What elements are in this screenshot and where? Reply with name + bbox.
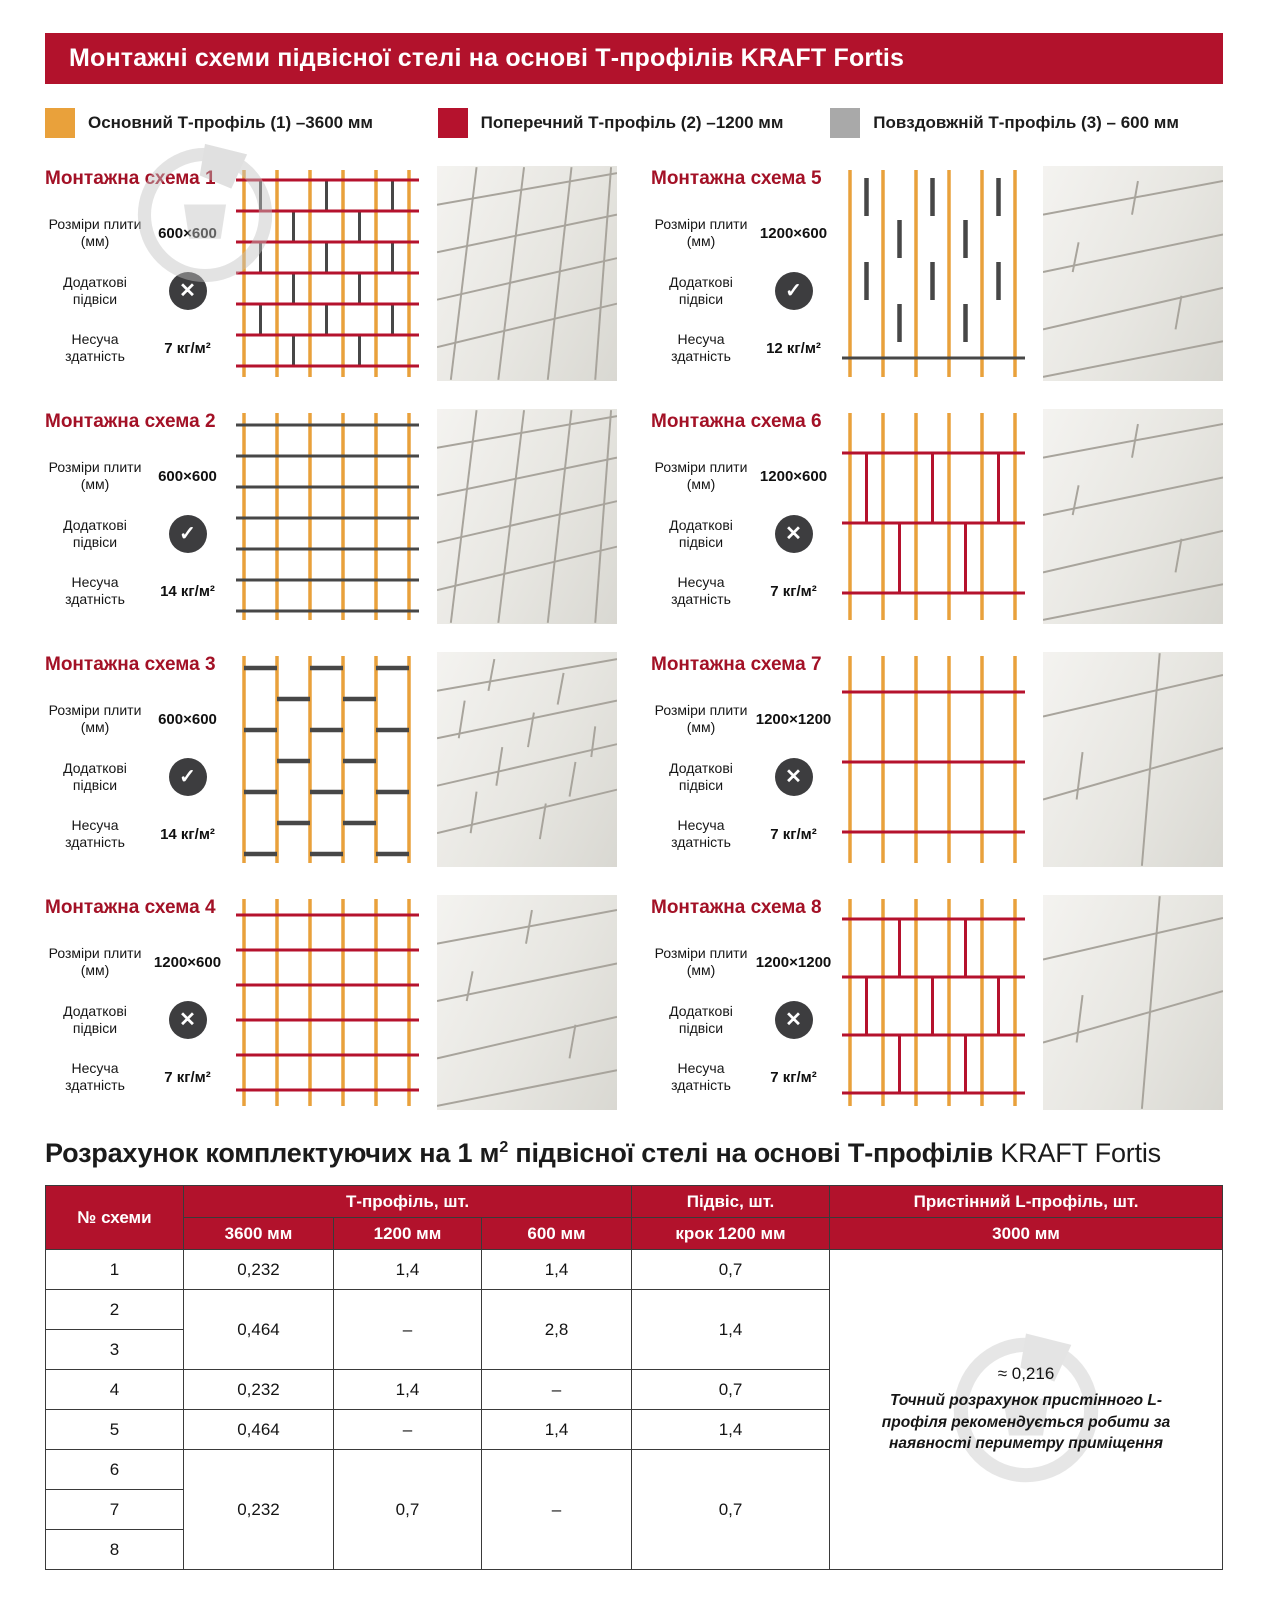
col-group-lprofile: Пристінний L-профіль, шт. xyxy=(830,1186,1223,1218)
load-value: 7 кг/м² xyxy=(770,582,817,600)
scheme-block xyxy=(651,409,1223,624)
hangers-label: Додаткові підвіси xyxy=(669,516,733,550)
hangers-row xyxy=(651,509,836,559)
value-cell: 0,232 xyxy=(184,1250,334,1290)
ceiling-photo xyxy=(1043,895,1223,1110)
plate-size-value: 600×600 xyxy=(158,467,217,485)
plate-size-row xyxy=(45,208,230,258)
plate-size-label: Розміри плити (мм) xyxy=(48,459,142,492)
value-cell: – xyxy=(482,1370,632,1410)
load-value: 12 кг/м² xyxy=(766,339,821,357)
cross-icon: ✕ xyxy=(169,1001,207,1039)
hangers-row xyxy=(45,752,230,802)
ceiling-photo xyxy=(437,409,617,624)
ceiling-photo xyxy=(1043,409,1223,624)
plate-size-row xyxy=(651,208,836,258)
value-cell: 1,4 xyxy=(632,1290,830,1370)
plate-size-label: Розміри плити (мм) xyxy=(654,945,748,978)
plate-size-row xyxy=(45,694,230,744)
load-value: 14 кг/м² xyxy=(160,582,215,600)
load-value: 7 кг/м² xyxy=(770,1068,817,1086)
plate-size-label: Розміри плити (мм) xyxy=(654,216,748,249)
col-group-tprofile: Т-профіль, шт. xyxy=(184,1186,632,1218)
ceiling-photo xyxy=(1043,166,1223,381)
plate-size-label: Розміри плити (мм) xyxy=(48,702,142,735)
load-row xyxy=(651,323,836,373)
hangers-value xyxy=(751,1001,836,1039)
legend-item-cross-profile xyxy=(438,108,831,138)
col-header-3600: 3600 мм xyxy=(184,1218,334,1250)
scheme-block xyxy=(45,166,617,381)
hangers-value xyxy=(751,758,836,796)
brand-name: KRAFT Fortis xyxy=(1000,1138,1161,1168)
long-profile-swatch xyxy=(830,108,860,138)
value-cell: 1,4 xyxy=(482,1410,632,1450)
scheme-diagram xyxy=(836,166,1031,381)
lprofile-note-cell xyxy=(830,1250,1223,1570)
hangers-value xyxy=(145,272,230,310)
cross-icon: ✕ xyxy=(775,1001,813,1039)
load-value: 14 кг/м² xyxy=(160,825,215,843)
ceiling-photo-lines xyxy=(1043,895,1223,1110)
scheme-number-cell: 7 xyxy=(46,1490,184,1530)
plate-size-label: Розміри плити (мм) xyxy=(48,945,142,978)
main-profile-label: Основний Т-профіль (1) –3600 мм xyxy=(88,113,373,132)
scheme-number-cell: 3 xyxy=(46,1330,184,1370)
ceiling-photo-lines xyxy=(437,166,617,381)
scheme-number-cell: 1 xyxy=(46,1250,184,1290)
check-icon: ✓ xyxy=(169,515,207,553)
load-row xyxy=(651,566,836,616)
scheme-title: Монтажна схема 8 xyxy=(651,897,822,918)
value-cell: 1,4 xyxy=(482,1250,632,1290)
load-row xyxy=(45,809,230,859)
check-icon: ✓ xyxy=(775,272,813,310)
col-header-scheme: № схеми xyxy=(46,1186,184,1250)
scheme-block xyxy=(651,895,1223,1110)
scheme-block xyxy=(45,652,617,867)
load-label: Несуча здатність xyxy=(671,331,731,364)
ceiling-photo-lines xyxy=(1043,166,1223,381)
scheme-number-cell: 6 xyxy=(46,1450,184,1490)
ceiling-photo-lines xyxy=(1043,409,1223,624)
plate-size-value: 600×600 xyxy=(158,710,217,728)
scheme-block xyxy=(45,409,617,624)
check-icon: ✓ xyxy=(169,758,207,796)
scheme-diagram xyxy=(230,409,425,624)
ceiling-photo-lines xyxy=(437,895,617,1110)
value-cell: 0,464 xyxy=(184,1410,334,1450)
ceiling-photo xyxy=(437,652,617,867)
scheme-title: Монтажна схема 5 xyxy=(651,168,822,189)
hangers-row xyxy=(45,266,230,316)
cross-icon: ✕ xyxy=(775,758,813,796)
load-value: 7 кг/м² xyxy=(770,825,817,843)
col-header-step: крок 1200 мм xyxy=(632,1218,830,1250)
calc-title-text-2: підвісної стелі на основі Т-профілів xyxy=(508,1138,1001,1168)
scheme-diagram xyxy=(836,895,1031,1110)
value-cell: – xyxy=(482,1450,632,1570)
scheme-block xyxy=(651,166,1223,381)
hangers-label: Додаткові підвіси xyxy=(669,273,733,307)
calc-section-title xyxy=(45,1138,1223,1169)
scheme-title: Монтажна схема 4 xyxy=(45,897,216,918)
cross-icon: ✕ xyxy=(775,515,813,553)
col-header-600: 600 мм xyxy=(482,1218,632,1250)
value-cell: – xyxy=(334,1290,482,1370)
hangers-value xyxy=(751,515,836,553)
scheme-title: Монтажна схема 6 xyxy=(651,411,822,432)
scheme-info xyxy=(651,927,836,1110)
load-row xyxy=(45,323,230,373)
plate-size-value: 1200×600 xyxy=(153,953,222,971)
col-group-hanger: Підвіс, шт. xyxy=(632,1186,830,1218)
hangers-value xyxy=(145,1001,230,1039)
cross-icon: ✕ xyxy=(169,272,207,310)
legend-item-long-profile xyxy=(830,108,1223,138)
page-title: Монтажні схеми підвісної стелі на основі Т-профілів KRAFT Fortis xyxy=(45,33,1223,84)
hangers-label: Додаткові підвіси xyxy=(63,273,127,307)
scheme-block xyxy=(45,895,617,1110)
load-label: Несуча здатність xyxy=(671,1060,731,1093)
cross-profile-label: Поперечний Т-профіль (2) –1200 мм xyxy=(480,113,784,132)
scheme-number-cell: 4 xyxy=(46,1370,184,1410)
long-profile-label: Повздовжній Т-профіль (3) – 600 мм xyxy=(873,113,1179,132)
col-header-1200: 1200 мм xyxy=(334,1218,482,1250)
plate-size-value: 600×600 xyxy=(158,224,217,242)
lprofile-value: ≈ 0,216 xyxy=(997,1363,1055,1383)
value-cell: 0,464 xyxy=(184,1290,334,1370)
hangers-label: Додаткові підвіси xyxy=(63,516,127,550)
scheme-info xyxy=(651,684,836,867)
calc-title-text: Розрахунок комплектуючих на 1 м xyxy=(45,1138,500,1168)
load-label: Несуча здатність xyxy=(65,817,125,850)
hangers-row xyxy=(45,995,230,1045)
scheme-diagram xyxy=(230,652,425,867)
legend-item-main-profile xyxy=(45,108,438,138)
value-cell: 1,4 xyxy=(334,1370,482,1410)
scheme-diagram xyxy=(836,652,1031,867)
value-cell: 0,232 xyxy=(184,1370,334,1410)
ceiling-photo xyxy=(437,166,617,381)
load-row xyxy=(651,809,836,859)
scheme-title: Монтажна схема 7 xyxy=(651,654,822,675)
plate-size-label: Розміри плити (мм) xyxy=(654,702,748,735)
lprofile-note: Точний розрахунок пристінного L-профіля рекомендується робити за наявності периметру приміщення xyxy=(881,1391,1171,1453)
hangers-label: Додаткові підвіси xyxy=(669,759,733,793)
load-value: 7 кг/м² xyxy=(164,1068,211,1086)
cross-profile-swatch xyxy=(438,108,468,138)
plate-size-label: Розміри плити (мм) xyxy=(654,459,748,492)
main-profile-swatch xyxy=(45,108,75,138)
hangers-value xyxy=(145,515,230,553)
ceiling-photo xyxy=(437,895,617,1110)
scheme-title: Монтажна схема 2 xyxy=(45,411,216,432)
schemes-grid xyxy=(45,166,1223,1110)
hangers-value xyxy=(145,758,230,796)
load-row xyxy=(45,1052,230,1102)
load-value: 7 кг/м² xyxy=(164,339,211,357)
hangers-label: Додаткові підвіси xyxy=(63,759,127,793)
plate-size-value: 1200×600 xyxy=(759,467,828,485)
ceiling-photo xyxy=(1043,652,1223,867)
scheme-info xyxy=(651,441,836,624)
value-cell: 0,232 xyxy=(184,1450,334,1570)
plate-size-row xyxy=(651,451,836,501)
load-row xyxy=(651,1052,836,1102)
hangers-value xyxy=(751,272,836,310)
scheme-diagram xyxy=(230,895,425,1110)
hangers-row xyxy=(651,266,836,316)
scheme-info xyxy=(45,927,230,1110)
hangers-row xyxy=(45,509,230,559)
load-label: Несуча здатність xyxy=(65,574,125,607)
plate-size-value: 1200×1200 xyxy=(755,710,832,728)
scheme-info xyxy=(45,198,230,381)
scheme-title: Монтажна схема 3 xyxy=(45,654,216,675)
plate-size-label: Розміри плити (мм) xyxy=(48,216,142,249)
load-row xyxy=(45,566,230,616)
table-header-row xyxy=(46,1186,1223,1218)
value-cell: 2,8 xyxy=(482,1290,632,1370)
plate-size-row xyxy=(651,694,836,744)
hangers-label: Додаткові підвіси xyxy=(63,1002,127,1036)
value-cell: 1,4 xyxy=(334,1250,482,1290)
load-label: Несуча здатність xyxy=(65,331,125,364)
scheme-number-cell: 8 xyxy=(46,1530,184,1570)
components-table xyxy=(45,1185,1223,1570)
scheme-diagram xyxy=(230,166,425,381)
legend xyxy=(45,108,1223,138)
scheme-number-cell: 2 xyxy=(46,1290,184,1330)
scheme-block xyxy=(651,652,1223,867)
load-label: Несуча здатність xyxy=(671,574,731,607)
col-header-3000: 3000 мм xyxy=(830,1218,1223,1250)
load-label: Несуча здатність xyxy=(65,1060,125,1093)
scheme-number-cell: 5 xyxy=(46,1410,184,1450)
ceiling-photo-lines xyxy=(1043,652,1223,867)
scheme-info xyxy=(45,684,230,867)
value-cell: 0,7 xyxy=(334,1450,482,1570)
scheme-info xyxy=(651,198,836,381)
load-label: Несуча здатність xyxy=(671,817,731,850)
plate-size-row xyxy=(651,937,836,987)
scheme-info xyxy=(45,441,230,624)
ceiling-photo-lines xyxy=(437,652,617,867)
ceiling-photo-lines xyxy=(437,409,617,624)
value-cell: 0,7 xyxy=(632,1370,830,1410)
plate-size-value: 1200×600 xyxy=(759,224,828,242)
hangers-label: Додаткові підвіси xyxy=(669,1002,733,1036)
value-cell: 0,7 xyxy=(632,1450,830,1570)
hangers-row xyxy=(651,995,836,1045)
calc-title-sup: 2 xyxy=(499,1139,509,1156)
scheme-diagram xyxy=(836,409,1031,624)
plate-size-row xyxy=(45,937,230,987)
plate-size-value: 1200×1200 xyxy=(755,953,832,971)
value-cell: 0,7 xyxy=(632,1250,830,1290)
value-cell: 1,4 xyxy=(632,1410,830,1450)
hangers-row xyxy=(651,752,836,802)
table-row xyxy=(46,1250,1223,1290)
table-subheader-row xyxy=(46,1218,1223,1250)
scheme-title: Монтажна схема 1 xyxy=(45,168,216,189)
plate-size-row xyxy=(45,451,230,501)
value-cell: – xyxy=(334,1410,482,1450)
